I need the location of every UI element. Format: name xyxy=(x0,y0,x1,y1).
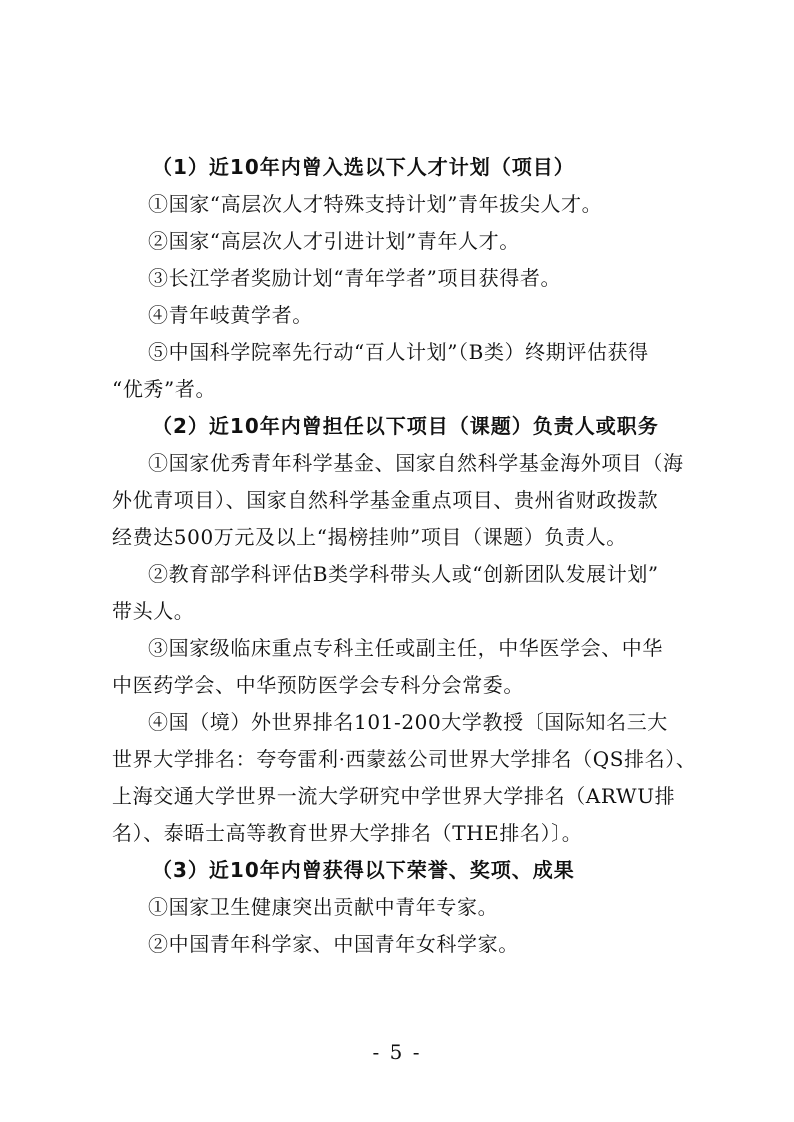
list-item: ④国（境）外世界排名101-200大学教授〔国际知名三大 xyxy=(148,710,668,734)
list-item: ⑤中国科学院率先行动“百人计划”（B类）终期评估获得 xyxy=(148,340,649,364)
list-item: ②教育部学科评估B类学科带头人或“创新团队发展计划” xyxy=(148,562,659,586)
list-item-continuation: 带头人。 xyxy=(112,599,195,623)
list-item: ④青年岐黄学者。 xyxy=(148,303,313,327)
list-item-continuation: 经费达500万元及以上“揭榜挂帅”项目（课题）负责人。 xyxy=(112,525,627,549)
list-item: ②中国青年科学家、中国青年女科学家。 xyxy=(148,932,519,956)
list-item: ②国家“高层次人才引进计划”青年人才。 xyxy=(148,229,520,253)
list-item: ③国家级临床重点专科主任或副主任，中华医学会、中华 xyxy=(148,636,663,660)
document-body xyxy=(112,149,697,963)
list-item-continuation: 上海交通大学世界一流大学研究中学世界大学排名（ARWU排 xyxy=(112,784,676,808)
list-item: ③长江学者奖励计划“青年学者”项目获得者。 xyxy=(148,266,562,290)
list-item: ①国家优秀青年科学基金、国家自然科学基金海外项目（海 xyxy=(148,451,684,475)
list-item: ①国家卫生健康突出贡献中青年专家。 xyxy=(148,895,499,919)
list-item-continuation: 中医药学会、中华预防医学会专科分会常委。 xyxy=(112,673,524,697)
section-heading: （2）近10年内曾担任以下项目（课题）负责人或职务 xyxy=(152,414,659,438)
list-item-continuation: “优秀”者。 xyxy=(112,377,217,401)
list-item-continuation: 世界大学排名：夸夸雷利·西蒙兹公司世界大学排名（QS排名）、 xyxy=(112,747,697,771)
list-item: ①国家“高层次人才特殊支持计划”青年拔尖人才。 xyxy=(148,192,603,216)
section-heading: （3）近10年内曾获得以下荣誉、奖项、成果 xyxy=(152,858,575,882)
list-item-continuation: 外优青项目）、国家自然科学基金重点项目、贵州省财政拨款 xyxy=(112,488,659,512)
page-number: - 5 - xyxy=(372,1040,422,1064)
list-item-continuation: 名）、泰晤士高等教育世界大学排名（THE排名）〕。 xyxy=(112,821,583,845)
section-heading: （1）近10年内曾入选以下人才计划（项目） xyxy=(152,155,575,179)
